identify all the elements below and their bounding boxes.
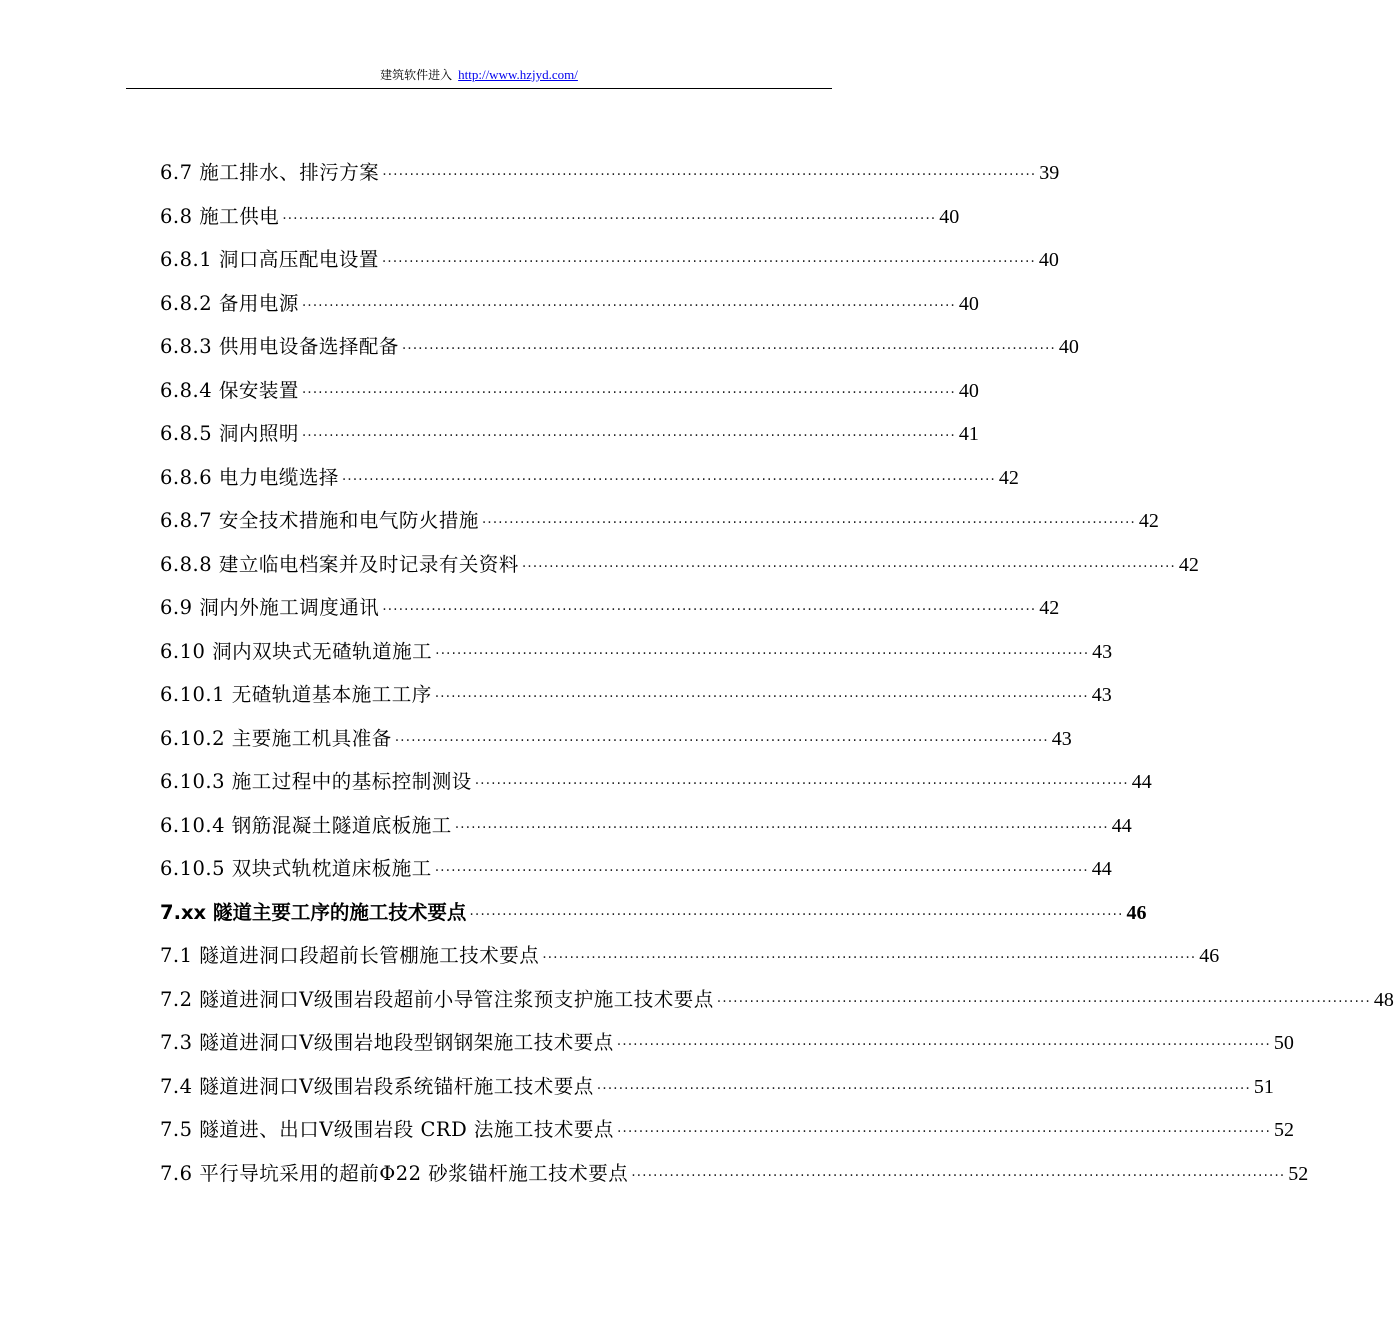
- toc-entry-title: 6.8 施工供电: [160, 204, 280, 228]
- toc-entry-page: 52: [1273, 1119, 1294, 1141]
- toc-dot-leader: ························································································································: [394, 732, 1049, 749]
- toc-entry-title: 6.10 洞内双块式无碴轨道施工: [160, 639, 433, 663]
- toc-entry-page: 46: [1126, 901, 1147, 924]
- toc-entry[interactable]: [160, 1115, 1294, 1159]
- toc-entry[interactable]: [160, 506, 1159, 550]
- toc-entry-title: 7.6 平行导坑采用的超前Φ22 砂浆锚杆施工技术要点: [160, 1161, 629, 1185]
- header-divider: [126, 88, 832, 89]
- toc-entry-page: 39: [1039, 162, 1060, 184]
- toc-dot-leader: ························································································································: [596, 1080, 1251, 1097]
- toc-entry-page: 40: [1058, 336, 1079, 358]
- toc-entry-title: 7.1 隧道进洞口段超前长管棚施工技术要点: [160, 944, 540, 967]
- toc-dot-leader: ························································································································: [434, 863, 1089, 879]
- toc-entry[interactable]: [160, 419, 979, 463]
- toc-dot-leader: ························································································································: [434, 689, 1089, 705]
- toc-dot-leader: ························································································································: [454, 819, 1109, 836]
- toc-entry[interactable]: [160, 550, 1199, 594]
- toc-entry[interactable]: [160, 463, 1019, 507]
- toc-entry-page: 42: [998, 466, 1019, 489]
- toc-entry-title: 7.5 隧道进、出口Ⅴ级围岩段 CRD 法施工技术要点: [160, 1118, 614, 1141]
- toc-entry-title: 7.2 隧道进洞口Ⅴ级围岩段超前小导管注浆预支护施工技术要点: [160, 987, 714, 1011]
- toc-entry-page: 40: [939, 205, 960, 228]
- toc-entry[interactable]: [160, 202, 960, 246]
- toc-entry-title: 6.10.5 双块式轨枕道床板施工: [160, 857, 432, 880]
- toc-entry[interactable]: [160, 1159, 1309, 1203]
- toc-dot-leader: ························································································································: [616, 1124, 1271, 1140]
- toc-entry-page: 40: [1038, 249, 1059, 271]
- toc-entry[interactable]: [160, 985, 1394, 1029]
- toc-entry-title: 6.10.3 施工过程中的基标控制测设: [160, 770, 472, 793]
- toc-entry-title: 7.3 隧道进洞口Ⅴ级围岩地段型钢钢架施工技术要点: [160, 1031, 614, 1054]
- toc-entry-page: 43: [1091, 684, 1112, 706]
- toc-entry[interactable]: [160, 898, 1147, 942]
- toc-entry-title: 6.8.3 供用电设备选择配备: [160, 335, 399, 358]
- toc-dot-leader: ························································································································: [716, 993, 1371, 1010]
- toc-entry-title: 6.10.4 钢筋混凝土隧道底板施工: [160, 813, 452, 837]
- header-text: 建筑软件进入: [380, 68, 453, 82]
- toc-entry-title: 6.8.4 保安装置: [160, 378, 299, 402]
- toc-dot-leader: ························································································································: [542, 950, 1197, 966]
- toc-entry-title: 6.10.1 无碴轨道基本施工工序: [160, 683, 432, 706]
- toc-entry-page: 46: [1199, 945, 1220, 967]
- toc-entry-page: 48: [1373, 988, 1394, 1011]
- toc-dot-leader: ························································································································: [521, 558, 1176, 575]
- toc-entry-page: 44: [1111, 814, 1132, 837]
- toc-entry-page: 50: [1273, 1032, 1294, 1054]
- toc-entry-title: 6.8.5 洞内照明: [160, 422, 299, 445]
- toc-entry[interactable]: [160, 854, 1112, 898]
- toc-entry-page: 44: [1091, 858, 1112, 880]
- toc-dot-leader: ························································································································: [481, 515, 1136, 531]
- toc-dot-leader: ························································································································: [301, 428, 956, 444]
- toc-entry-page: 42: [1039, 597, 1060, 619]
- toc-entry-page: 44: [1131, 771, 1152, 793]
- toc-dot-leader: ························································································································: [382, 602, 1037, 618]
- toc-entry[interactable]: [160, 767, 1152, 811]
- toc-entry-title: 6.10.2 主要施工机具准备: [160, 726, 392, 750]
- toc-entry-title: 6.8.6 电力电缆选择: [160, 465, 339, 489]
- toc-entry-page: 42: [1138, 510, 1159, 532]
- toc-dot-leader: ························································································································: [631, 1167, 1286, 1184]
- toc-entry-title: 6.8.8 建立临电档案并及时记录有关资料: [160, 552, 519, 576]
- toc-entry[interactable]: [160, 941, 1220, 985]
- toc-entry[interactable]: [160, 1028, 1294, 1072]
- toc-dot-leader: ························································································································: [435, 645, 1090, 662]
- toc-dot-leader: ························································································································: [616, 1037, 1271, 1053]
- toc-entry[interactable]: [160, 1072, 1274, 1116]
- toc-dot-leader: ························································································································: [474, 776, 1129, 792]
- toc-entry[interactable]: [160, 680, 1112, 724]
- header-link[interactable]: http://www.hzjyd.com/: [458, 67, 578, 82]
- toc-entry-title: 6.9 洞内外施工调度通讯: [160, 596, 380, 619]
- toc-entry-title: 7.xx 隧道主要工序的施工技术要点: [160, 900, 467, 924]
- toc-entry-page: 40: [958, 379, 979, 402]
- toc-entry-page: 40: [958, 292, 979, 315]
- toc-entry-title: 7.4 隧道进洞口Ⅴ级围岩段系统锚杆施工技术要点: [160, 1074, 594, 1098]
- toc-entry[interactable]: [160, 811, 1132, 855]
- toc-dot-leader: ························································································································: [401, 341, 1056, 357]
- toc-entry[interactable]: [160, 637, 1113, 681]
- toc-entry-title: 6.8.1 洞口高压配电设置: [160, 248, 379, 271]
- toc-dot-leader: ························································································································: [381, 254, 1036, 270]
- page-header: [126, 66, 832, 84]
- toc-entry-page: 41: [958, 423, 979, 445]
- toc-entry-title: 6.8.7 安全技术措施和电气防火措施: [160, 509, 479, 532]
- toc-entry[interactable]: [160, 332, 1079, 376]
- toc-dot-leader: ························································································································: [382, 167, 1037, 183]
- toc-dot-leader: ························································································································: [469, 906, 1124, 923]
- toc-dot-leader: ························································································································: [301, 384, 956, 401]
- toc-entry-page: 51: [1253, 1075, 1274, 1098]
- toc-entry[interactable]: [160, 289, 979, 333]
- toc-dot-leader: ························································································································: [341, 471, 996, 488]
- toc-entry-page: 42: [1178, 553, 1199, 576]
- toc-entry-page: 43: [1092, 640, 1113, 663]
- table-of-contents: [160, 158, 1394, 1202]
- toc-dot-leader: ························································································································: [282, 210, 937, 227]
- toc-entry-page: 52: [1288, 1162, 1309, 1185]
- toc-entry[interactable]: [160, 245, 1059, 289]
- toc-entry-page: 43: [1051, 727, 1072, 750]
- toc-entry-title: 6.7 施工排水、排污方案: [160, 161, 380, 184]
- toc-entry[interactable]: [160, 158, 1060, 202]
- toc-dot-leader: ························································································································: [301, 297, 956, 314]
- toc-entry[interactable]: [160, 376, 979, 420]
- toc-entry[interactable]: [160, 724, 1072, 768]
- toc-entry[interactable]: [160, 593, 1060, 637]
- toc-entry-title: 6.8.2 备用电源: [160, 291, 299, 315]
